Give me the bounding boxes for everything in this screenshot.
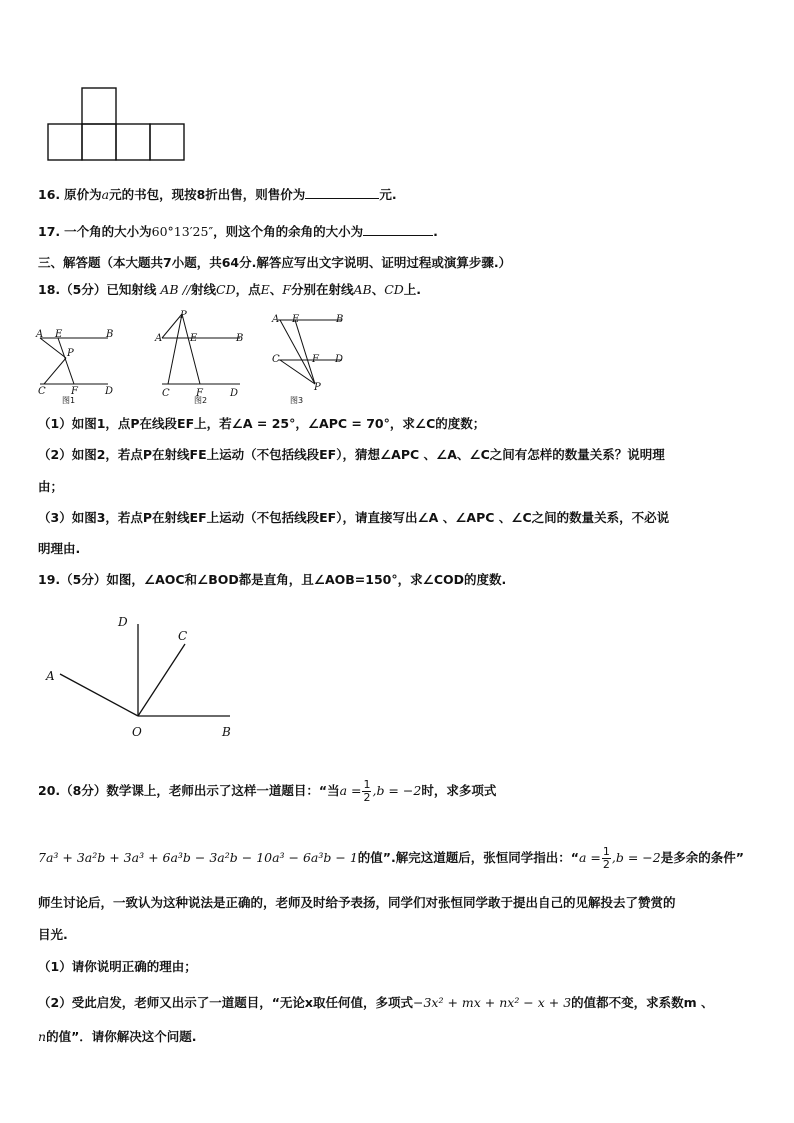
cube-net-figure <box>40 82 192 166</box>
question-20-polynomial-line: 7a³ + 3a²b + 3a³ + 6a³b − 3a²b − 10a³ − 6a³b − 1的值”.解完这道题后，张恒同学指出：“a = $\frac{1}{2}$ ,b = −2是多余的条件” <box>38 845 744 871</box>
net-square-top <box>82 88 116 124</box>
question-19: 19.（5分）如图，∠AOC和∠BOD都是直角，且∠AOB=150°，求∠COD的度数. <box>38 572 507 587</box>
question-20-line-3: 师生讨论后，一致认为这种说法是正确的，老师及时给予表扬，同学们对张恒同学敢于提出自己的见解投去了赞赏的 <box>38 895 676 910</box>
section-title: 三、解答题（本大题共7小题，共64分.解答应写出文字说明、证明过程或演算步骤.） <box>38 255 512 270</box>
question-number: 16. <box>38 187 61 202</box>
fig1-label-C: C <box>38 386 46 397</box>
fig1-label-E: E <box>55 329 63 340</box>
fig3-label-F: F <box>312 354 319 365</box>
question-20-part-1: （1）请你说明正确的理由； <box>38 959 197 974</box>
fraction-half: $\frac{1}{2}$ <box>602 845 610 871</box>
question-18: 18.（5分）已知射线 AB //射线CD，点E、F分别在射线AB、CD上. <box>38 282 422 297</box>
net-square-3 <box>116 124 150 160</box>
question-18-part-2-cont: 由； <box>38 479 64 494</box>
question-20-line-4: 目光. <box>38 927 68 942</box>
question-18-part-3-cont: 明理由. <box>38 541 81 556</box>
fig2-label-A: A <box>155 333 163 344</box>
question-20: 20.（8分）数学课上，老师出示了这样一道题目：“当a = $\frac{1}{2}$ ,b = −2时，求多项式 <box>38 778 497 804</box>
net-square-2 <box>82 124 116 160</box>
ray-OA <box>60 674 138 716</box>
answer-blank <box>305 186 379 199</box>
polynomial-2: −3x² + mx + nx² − x + 3 <box>412 995 572 1010</box>
fig3-label-D: D <box>335 354 344 365</box>
question-number: 17. <box>38 224 61 239</box>
question-18-part-1: （1）如图1，点P在线段EF上，若∠A = 25°，∠APC = 70°，求∠C的度数； <box>38 416 486 431</box>
fig2-label-B: B <box>236 333 244 344</box>
fig1-label-D: D <box>105 386 114 397</box>
fig2-label-D: D <box>230 388 239 399</box>
fig3-label-B: B <box>336 314 344 325</box>
label-C: C <box>178 629 188 643</box>
label-B: B <box>222 725 231 739</box>
fig2-label-F: F <box>196 388 203 399</box>
fig2-label-P: P <box>180 310 187 321</box>
fig2-label-C: C <box>162 388 170 399</box>
label-A: A <box>46 669 55 683</box>
fig3-label-E: E <box>292 314 300 325</box>
fig3-label-P: P <box>314 382 321 393</box>
question-number: 19. <box>38 572 61 587</box>
fig1-caption: 图1 <box>62 396 76 405</box>
question-number: 20. <box>38 783 61 798</box>
net-square-4 <box>150 124 184 160</box>
q18-figures <box>30 306 360 406</box>
fig1-label-F: F <box>71 386 78 397</box>
label-O: O <box>132 725 142 739</box>
net-square-1 <box>48 124 82 160</box>
fig2-label-E: E <box>190 333 198 344</box>
fig1-label-P: P <box>67 348 74 359</box>
fraction-half: $\frac{1}{2}$ <box>363 778 371 804</box>
question-18-part-3: （3）如图3，若点P在射线EF上运动（不包括线段EF），请直接写出∠A 、∠APC 、∠C之间的数量关系，不必说 <box>38 510 670 525</box>
fig1-label-A: A <box>36 329 44 340</box>
question-20-part-2: （2）受此启发，老师又出示了一道题目，“无论x取任何值，多项式−3x² + mx + nx² − x + 3的值都不变，求系数m 、 <box>38 995 714 1010</box>
question-16: 16. 原价为a元的书包，现按8折出售，则售价为 元. <box>38 187 397 202</box>
fig2-caption: 图2 <box>194 396 208 405</box>
fig3-caption: 图3 <box>290 396 304 405</box>
question-20-part-2-cont: n的值”．请你解决这个问题. <box>38 1029 197 1044</box>
question-number: 18. <box>38 282 61 297</box>
label-D: D <box>118 615 128 629</box>
ray-OC <box>138 644 185 716</box>
angle-value: 60°13′25″ <box>151 224 214 239</box>
question-17: 17. 一个角的大小为60°13′25″，则这个角的余角的大小为 . <box>38 224 438 239</box>
answer-blank <box>363 223 433 236</box>
fig3-label-C: C <box>272 354 280 365</box>
question-18-part-2: （2）如图2，若点P在射线FE上运动（不包括线段EF），猜想∠APC 、∠A、∠C之间有怎样的数量关系？说明理 <box>38 447 665 462</box>
fig3-label-A: A <box>272 314 280 325</box>
fig1-label-B: B <box>106 329 114 340</box>
q19-figure <box>40 612 250 742</box>
polynomial: 7a³ + 3a²b + 3a³ + 6a³b − 3a²b − 10a³ − 6a³b − 1 <box>38 850 358 865</box>
